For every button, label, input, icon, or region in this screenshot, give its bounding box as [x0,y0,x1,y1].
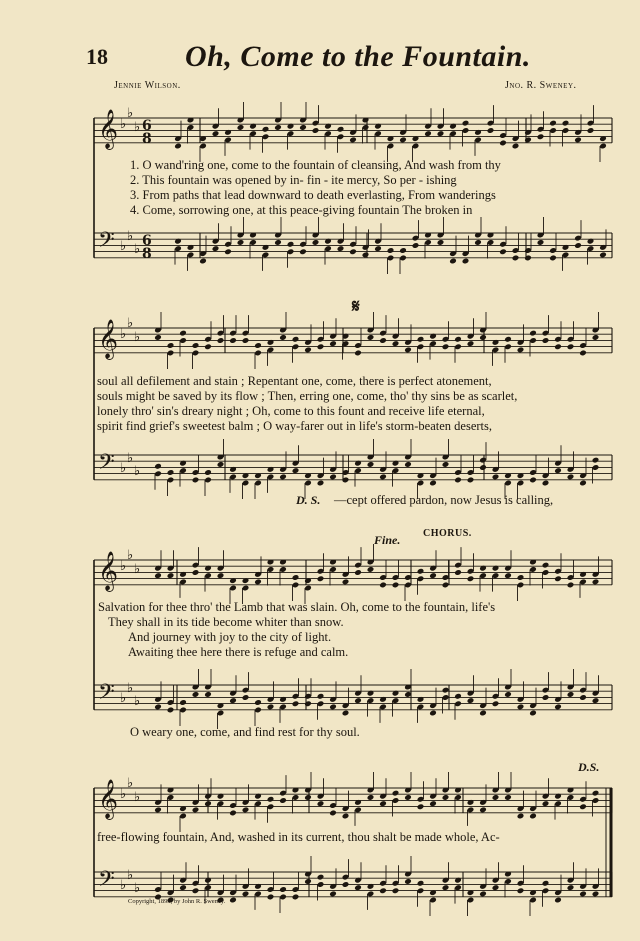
system1-bass-clef: 𝄢 [98,228,115,258]
system2-bass-notes [529,477,537,484]
system4-treble-clef: 𝄞 [98,779,119,819]
system2-treble-clef: 𝄞 [98,319,119,359]
system1-treble-notes [587,127,595,134]
system2-bass-notes [154,463,162,470]
system1-treble-notes [499,140,507,147]
system1-time-sig: 6 [142,118,152,134]
system2-treble-notes [192,342,200,349]
system3-treble-notes [317,575,325,582]
system2-treble-notes [304,346,312,353]
system3-treble-notes [592,578,600,585]
system1-bass-notes [224,248,232,255]
page-number: 18 [86,44,108,69]
system4-treble-notes [517,813,525,820]
system2-bass-key: ♭ [120,461,127,476]
system1-treble-notes [299,124,307,131]
system1-bass-notes [199,258,207,265]
system3-treble-notes [467,575,475,582]
system3-bass-notes [454,693,462,700]
system4-treble-notes [592,790,600,797]
system1-treble-notes [462,120,470,127]
system4-verse: free-flowing fountain, And, washed in its current, thou shalt be made whole, Ac- [97,830,500,844]
system2-treble-notes [504,336,512,343]
system4-treble-notes [229,810,237,817]
system4-treble-notes [442,794,450,801]
ds-lyric: —cept offered pardon, now Jesus is calling, [334,493,554,507]
system2-bass-notes [579,480,587,487]
system2-bass-notes [292,467,300,474]
system3-bass-notes [467,697,475,704]
system3-bass-notes [329,703,337,710]
system1-verse-3: 3. From paths that lead downward to death everlasting, From wanderings [130,188,496,202]
system1-bass-notes [524,255,532,262]
system1-bass-notes [237,239,245,246]
system1-treble-notes [399,136,407,143]
system2-bass-notes [479,464,487,471]
system4-bass-notes [404,878,412,885]
system4-bass-notes [342,881,350,888]
system1-bass-notes [387,247,395,254]
system4-treble-key: ♭ [127,776,134,791]
system3-treble-notes [367,566,375,573]
system1-bass-notes [499,248,507,255]
system3-treble-notes [354,569,362,576]
system1-treble-notes [337,126,345,133]
system3-bass-notes [529,710,537,717]
system4-bass-notes [579,890,587,897]
system1-bass-key: ♭ [120,239,127,254]
system4-treble-notes [317,800,325,807]
system2-treble-notes [442,343,450,350]
system2-bass-notes [379,473,387,480]
system4-treble-notes [192,806,200,813]
system1-time-sig: 8 [142,246,152,262]
system2-treble-notes [542,337,550,344]
system3-bass-notes [442,687,450,694]
system3-bass-notes [567,691,575,698]
system2-bass-notes [217,461,225,468]
system4-bass-notes [229,897,237,904]
system4-treble-notes [279,797,287,804]
system4-bass-notes [317,874,325,881]
system2-treble-notes [167,342,175,349]
system1-bass-notes [312,239,320,246]
system3-bass-notes [179,699,187,706]
system1-treble-notes [212,130,220,137]
system2-bass-notes [429,480,437,487]
system2-treble-notes [204,343,212,350]
system3-treble-notes [554,575,562,582]
system2-bass-notes [192,477,200,484]
fine-mark: Fine. [374,533,401,547]
system4-bass-key: ♭ [134,881,141,896]
system3-bass-notes [242,694,250,701]
system3-bass-notes [504,691,512,698]
system2-verse-3: lonely thro' sin's dreary night ; Oh, come to this fount and receive life eternal, [97,404,485,418]
system4-treble-notes [492,794,500,801]
system2-treble-notes [417,336,425,343]
system4-bass-notes [354,884,362,891]
system4-bass-notes [179,884,187,891]
system1-treble-key: ♭ [134,120,141,135]
system3-treble-key: ♭ [134,562,141,577]
ds-label: D. S. [296,493,321,507]
system3-bass-notes [317,693,325,700]
system3-bass-key: ♭ [127,681,134,696]
system2-bass-notes [554,467,562,474]
system1-bass-notes [549,255,557,262]
system1-treble-notes [349,136,357,143]
system3-bass-notes [254,699,262,706]
system1-bass-notes [537,239,545,246]
system3-treble-notes [167,572,175,579]
system1-treble-notes [437,130,445,137]
system2-treble-notes [479,334,487,341]
system3-bass-notes [204,691,212,698]
system2-bass-notes [542,480,550,487]
system2-verse-4: spirit find grief's sweetest balm ; O way-farer out in life's storm-beaten deserts, [97,419,493,433]
system2-treble-notes [454,336,462,343]
system1-verse-1: 1. O wand'ring one, come to the fountain of cleansing, And wash from thy [130,158,501,172]
system4-bass-notes [554,897,562,904]
system4-treble-notes [417,803,425,810]
system2-treble-notes [217,337,225,344]
system3-bass-notes [517,703,525,710]
system3-bass-notes [479,710,487,717]
chorus-heading: CHORUS. [423,528,472,539]
system3-bass-notes [592,697,600,704]
system2-bass-notes [317,480,325,487]
system4-treble-notes [154,806,162,813]
system3-bass-clef: 𝄢 [98,680,115,710]
system3-treble-clef: 𝄞 [98,551,119,591]
system2-treble-notes [517,346,525,353]
system1-bass-notes [599,251,607,258]
system3-bass-key: ♭ [120,691,127,706]
system3-bass-notes [429,710,437,717]
system3-bass-notes [154,703,162,710]
system4-bass-notes [542,880,550,887]
system2-bass-key: ♭ [134,464,141,479]
system1-bass-notes [399,247,407,254]
system2-treble-notes [229,337,237,344]
system2-bass-notes [367,461,375,468]
system1-treble-clef: 𝄞 [98,109,119,149]
segno-sign: 𝄋 [352,296,360,316]
system2-bass-notes [204,469,212,476]
system2-treble-notes [379,337,387,344]
system4-treble-notes [342,813,350,820]
system3-treble-notes [429,572,437,579]
system3-treble-notes [217,572,225,579]
lyricist-credit: Jennie Wilson. [114,80,181,91]
system3-treble-key: ♭ [120,559,127,574]
copyright-notice: Copyright, 1893, by John R. Sweney. [128,898,226,905]
system2-bass-key: ♭ [127,451,134,466]
system3-bass-notes [167,707,175,714]
system3-bass-notes [229,697,237,704]
system1-bass-notes [374,245,382,252]
system1-time-sig: 6 [142,233,152,249]
system3-treble-notes [542,562,550,569]
system4-treble-notes [204,800,212,807]
system1-bass-notes [299,248,307,255]
system2-treble-notes [467,340,475,347]
system3-treble-notes [379,582,387,589]
system3-bass-notes [354,697,362,704]
system1-treble-notes [262,126,270,133]
system4-bass-notes [442,884,450,891]
system1-bass-notes [449,258,457,265]
system2-bass-notes [592,457,600,464]
system4-treble-notes [392,790,400,797]
composer-credit: Jno. R. Sweney. [505,80,577,91]
system4-treble-key: ♭ [134,790,141,805]
system3-treble-notes [417,568,425,575]
system3-bass-notes [292,700,300,707]
system4-treble-notes [367,794,375,801]
system3-verse-2: They shall in its tide become whiter than snow. [108,615,344,629]
system2-treble-notes [529,330,537,337]
system3-bass-notes [579,694,587,701]
system4-treble-notes [504,794,512,801]
system4-bass-notes [279,886,287,893]
system4-treble-notes [329,810,337,817]
system2-treble-notes [279,334,287,341]
system3-treble-notes [254,578,262,585]
bass-lyric: O weary one, come, and find rest for thy soul. [130,725,360,739]
system1-treble-key: ♭ [120,117,127,132]
system3-verse-3: And journey with joy to the city of light. [128,630,332,644]
system1-bass-notes [362,251,370,258]
system4-treble-notes [404,794,412,801]
system4-treble-notes [242,806,250,813]
system3-bass-notes [192,691,200,698]
system3-bass-notes [342,710,350,717]
system3-treble-notes [442,582,450,589]
system2-treble-notes [367,334,375,341]
system1-bass-key: ♭ [134,242,141,257]
system1-treble-notes [549,120,557,127]
system3-treble-notes [154,572,162,579]
system1-time-sig: 8 [142,131,152,147]
system4-bass-notes [492,884,500,891]
system2-treble-notes [254,342,262,349]
system3-treble-notes [504,572,512,579]
system1-bass-notes [512,255,520,262]
system1-treble-notes [424,130,432,137]
system1-verse-2: 2. This fountain was opened by in- fin - ite mercy, So per - ishing [130,173,457,187]
system2-bass-notes [454,477,462,484]
system3-verse-1: Salvation for thee thro' the Lamb that was slain. Oh, come to the fountain, life's [98,600,496,614]
system4-bass-key: ♭ [120,878,127,893]
system1-bass-notes [337,245,345,252]
system2-treble-notes [317,343,325,350]
system3-treble-notes [517,574,525,581]
system1-treble-notes [174,143,182,150]
system4-bass-notes [192,887,200,894]
system2-bass-notes [167,469,175,476]
system4-bass-notes [392,887,400,894]
system4-bass-notes [592,890,600,897]
system2-bass-notes [492,473,500,480]
system1-bass-key: ♭ [127,229,134,244]
system4-bass-notes [567,884,575,891]
system4-treble-notes [304,794,312,801]
system4-bass-notes [379,887,387,894]
system3-bass-notes [304,700,312,707]
system2-bass-clef: 𝄢 [98,450,115,480]
system2-treble-notes [292,336,300,343]
system1-treble-notes [562,120,570,127]
system1-treble-notes [274,124,282,131]
system2-treble-notes [179,330,187,337]
system4-bass-notes [517,887,525,894]
system1-bass-notes [462,258,470,265]
system3-treble-key: ♭ [127,548,134,563]
system1-treble-notes [487,127,495,134]
system2-treble-notes [404,346,412,353]
system3-treble-notes [567,582,575,589]
system4-treble-notes [542,800,550,807]
system4-bass-notes [267,894,275,901]
system4-bass-notes [242,890,250,897]
system2-treble-notes [554,343,562,350]
system4-treble-key: ♭ [120,787,127,802]
system4-treble-notes [267,796,275,803]
system4-treble-notes [579,803,587,810]
system2-verse-2: souls might be saved by its flow ; Then, erring one, come, tho' thy sins be as scarlet, [97,389,518,403]
system3-treble-notes [454,569,462,576]
system2-bass-notes [442,461,450,468]
system3-treble-notes [342,578,350,585]
system1-treble-notes [524,136,532,143]
system1-bass-notes [437,239,445,246]
system2-treble-key: ♭ [134,330,141,345]
system1-treble-key: ♭ [127,106,134,121]
system3-bass-notes [554,703,562,710]
system1-bass-notes [274,239,282,246]
system1-treble-notes [537,133,545,140]
system2-treble-notes [579,350,587,357]
system4-treble-notes [479,806,487,813]
system1-verse-4: 4. Come, sorrowing one, at this peace-giving fountain The broken in [130,203,473,217]
system3-bass-key: ♭ [134,694,141,709]
system3-verse-4: Awaiting thee here there is refuge and calm. [128,645,349,659]
system1-treble-notes [237,124,245,131]
system3-bass-notes [267,703,275,710]
system1-bass-notes [349,248,357,255]
system2-bass-notes [329,473,337,480]
system1-bass-notes [287,241,295,248]
system4-treble-notes [529,813,537,820]
system2-treble-notes [354,350,362,357]
system4-treble-notes [429,800,437,807]
ds-mark: D.S. [578,760,600,774]
system1-bass-notes [412,242,420,249]
system1-treble-notes [512,143,520,150]
system2-bass-notes [279,473,287,480]
system2-treble-notes [154,334,162,341]
system2-verse-1: soul all defilement and stain ; Repentant one, come, there is perfect atonement, [97,374,492,388]
system4-bass-key: ♭ [127,868,134,883]
system1-bass-notes [574,242,582,249]
system3-treble-notes [192,569,200,576]
system3-bass-notes [542,694,550,701]
system3-treble-notes [292,574,300,581]
system4-bass-notes [417,880,425,887]
system2-treble-notes [592,334,600,341]
system2-treble-key: ♭ [120,327,127,342]
system4-bass-clef: 𝄢 [98,867,115,897]
hymn-title: Oh, Come to the Fountain. [185,40,531,73]
system4-treble-notes [379,800,387,807]
system4-bass-notes [329,890,337,897]
system2-bass-notes [467,477,475,484]
system2-treble-key: ♭ [127,316,134,331]
system4-bass-notes [304,878,312,885]
system4-bass-notes [479,890,487,897]
system2-bass-notes [567,473,575,480]
system1-bass-notes [474,239,482,246]
system2-treble-notes [242,337,250,344]
system1-treble-notes [574,136,582,143]
system2-treble-notes [567,343,575,350]
system1-bass-notes [212,245,220,252]
system4-bass-notes [292,894,300,901]
system3-treble-notes [392,582,400,589]
system2-treble-notes [392,340,400,347]
system2-treble-notes [329,340,337,347]
system1-treble-notes [312,127,320,134]
system3-bass-notes [492,700,500,707]
system2-bass-notes [404,461,412,468]
